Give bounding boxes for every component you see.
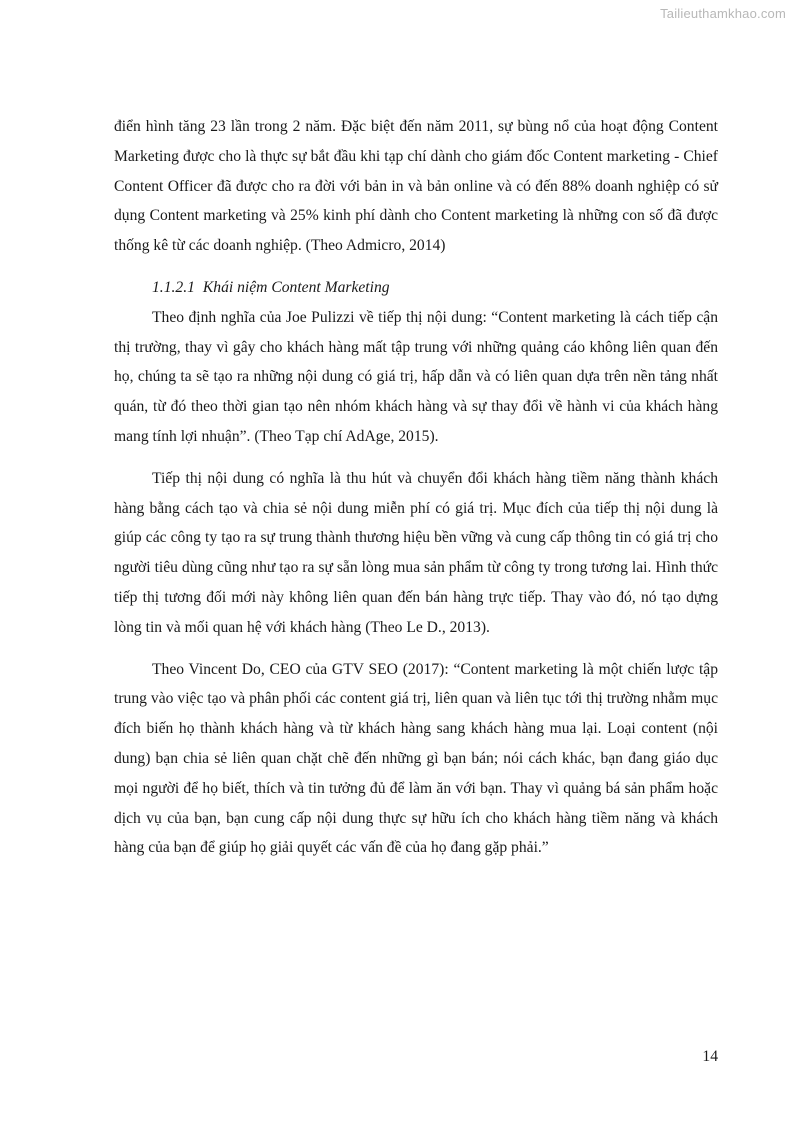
paragraph-definition-pulizzi: Theo định nghĩa của Joe Pulizzi về tiếp thị nội dung: “Content marketing là cách tiếp cận thị trường, thay vì gây cho khách hàng mất tập trung với những quảng cáo không liên quan đến họ, chúng ta sẽ tạo ra những nội dung có giá trị, hấp dẫn và có liên quan dựa trên nền tảng nhất quán, từ đó theo thời gian tạo nên nhóm khách hàng và sự thay đổi về hành vi của khách hàng mang tính lợi nhuận”. (Theo Tạp chí AdAge, 2015). [114, 308, 718, 445]
paragraph-vincent-do: Theo Vincent Do, CEO của GTV SEO (2017): “Content marketing là một chiến lược tập trung vào việc tạo và phân phối các content giá trị, liên quan và liên tục tới thị trường nhằm mục đích biến họ thành khách hàng và từ khách hàng sang khách hàng mua lại. Loại content (nội dung) bạn chia sẻ liên quan chặt chẽ đến những gì bạn bán; nói cách khác, bạn đang giáo dục mọi người để họ biết, thích và tin tưởng đủ để làm ăn với bạn. Thay vì quảng bá sản phẩm hoặc dịch vụ của bạn, bạn cung cấp nội dung thực sự hữu ích cho khách hàng tiềm năng và khách hàng của bạn để giúp họ giải quyết các vấn đề của họ đang gặp phải.” [114, 660, 718, 857]
paragraph-continuation: điển hình tăng 23 lần trong 2 năm. Đặc biệt đến năm 2011, sự bùng nổ của hoạt động Content Marketing được cho là thực sự bắt đầu khi tạp chí dành cho giám đốc Content marketing - Chief Content Officer đã được cho ra đời với bản in và bản online và có đến 88% doanh nghiệp có sử dụng Content marketing và 25% kinh phí dành cho Content marketing là những con số đã được thống kê từ các doanh nghiệp. (Theo Admicro, 2014) [114, 118, 718, 255]
paragraph-content-marketing-meaning: Tiếp thị nội dung có nghĩa là thu hút và chuyển đổi khách hàng tiềm năng thành khách hàng bằng cách tạo và chia sẻ nội dung miễn phí có giá trị. Mục đích của tiếp thị nội dung là giúp các công ty tạo ra sự trung thành thương hiệu bền vững và cung cấp thông tin có giá trị cho người tiêu dùng cũng như tạo ra sự sẵn lòng mua sản phẩm từ công ty trong tương lai. Hình thức tiếp thị tương đối mới này không liên quan đến bán hàng trực tiếp. Thay vào đó, nó tạo dựng lòng tin và mối quan hệ với khách hàng (Theo Le D., 2013). [114, 469, 718, 636]
watermark: Tailieuthamkhao.com [660, 6, 786, 21]
page-number: 14 [702, 1048, 718, 1065]
section-number: 1.1.2.1 [152, 278, 195, 296]
section-heading [114, 273, 718, 303]
section-title: Khái niệm Content Marketing [202, 278, 390, 296]
document-body [114, 112, 718, 863]
